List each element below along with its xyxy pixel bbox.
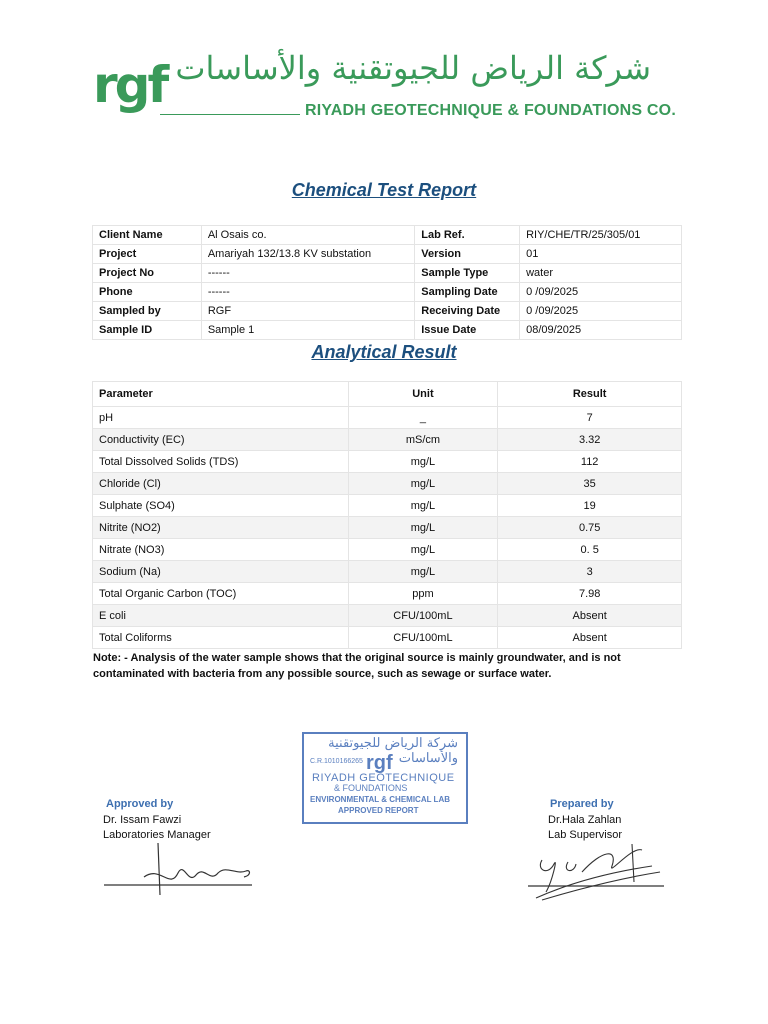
- stamp-line2: & FOUNDATIONS: [334, 783, 408, 793]
- approver-title: Laboratories Manager: [103, 829, 211, 841]
- result-value: 19: [498, 495, 682, 517]
- result-parameter: E coli: [93, 605, 349, 627]
- approver-name: Dr. Issam Fawzi: [103, 814, 182, 826]
- info-value: 08/09/2025: [520, 321, 682, 340]
- result-row: [93, 627, 682, 649]
- result-value: 7.98: [498, 583, 682, 605]
- info-value: 0 /09/2025: [520, 283, 682, 302]
- result-unit: mg/L: [348, 473, 498, 495]
- result-unit: mg/L: [348, 517, 498, 539]
- result-value: Absent: [498, 627, 682, 649]
- result-value: 0. 5: [498, 539, 682, 561]
- stamp-line4: APPROVED REPORT: [338, 806, 419, 815]
- note-text: Note: - Analysis of the water sample shows that the original source is mainly groundwater, and is not contaminated with bacteria from any possible source, such as sewage or surface water.: [93, 652, 621, 680]
- info-label: Client Name: [93, 226, 202, 245]
- info-label: Receiving Date: [415, 302, 520, 321]
- info-label: Project No: [93, 264, 202, 283]
- info-value: ------: [201, 283, 414, 302]
- result-row: [93, 429, 682, 451]
- info-row: [93, 302, 682, 321]
- info-label: Version: [415, 245, 520, 264]
- logo-underline: [160, 114, 300, 115]
- result-value: 0.75: [498, 517, 682, 539]
- result-parameter: Conductivity (EC): [93, 429, 349, 451]
- result-unit: _: [348, 407, 498, 429]
- stamp-line3: ENVIRONMENTAL & CHEMICAL LAB: [310, 795, 450, 804]
- info-row: [93, 226, 682, 245]
- result-parameter: Total Organic Carbon (TOC): [93, 583, 349, 605]
- info-value: 0 /09/2025: [520, 302, 682, 321]
- result-unit: mS/cm: [348, 429, 498, 451]
- result-value: 112: [498, 451, 682, 473]
- info-label: Project: [93, 245, 202, 264]
- result-value: 3.32: [498, 429, 682, 451]
- result-parameter: Sulphate (SO4): [93, 495, 349, 517]
- result-row: [93, 473, 682, 495]
- result-parameter: Chloride (Cl): [93, 473, 349, 495]
- preparer-block: [548, 813, 622, 843]
- preparer-title: Lab Supervisor: [548, 829, 622, 841]
- result-row: [93, 517, 682, 539]
- report-info-table: [92, 225, 682, 340]
- info-value: ------: [201, 264, 414, 283]
- company-name: RIYADH GEOTECHNIQUE & FOUNDATIONS CO.: [305, 102, 676, 119]
- info-label: Lab Ref.: [415, 226, 520, 245]
- info-label: Phone: [93, 283, 202, 302]
- info-label: Sample ID: [93, 321, 202, 340]
- info-label: Sampling Date: [415, 283, 520, 302]
- approved-by-label: Approved by: [106, 798, 174, 810]
- header-parameter: Parameter: [93, 382, 349, 407]
- info-label: Sample Type: [415, 264, 520, 283]
- result-row: [93, 407, 682, 429]
- result-unit: ppm: [348, 583, 498, 605]
- result-parameter: Total Dissolved Solids (TDS): [93, 451, 349, 473]
- preparer-name: Dr.Hala Zahlan: [548, 814, 622, 826]
- result-parameter: Total Coliforms: [93, 627, 349, 649]
- company-name-arabic: شركة الرياض للجيوتقنية والأساسات: [175, 49, 651, 87]
- result-unit: mg/L: [348, 495, 498, 517]
- results-table: [92, 381, 682, 649]
- result-row: [93, 451, 682, 473]
- result-value: 7: [498, 407, 682, 429]
- header-unit: Unit: [348, 382, 498, 407]
- info-row: [93, 264, 682, 283]
- report-title: Chemical Test Report: [291, 180, 477, 200]
- results-header-row: [93, 382, 682, 407]
- info-value: 01: [520, 245, 682, 264]
- info-value: Al Osais co.: [201, 226, 414, 245]
- company-logo: rgf: [93, 56, 167, 114]
- info-label: Sampled by: [93, 302, 202, 321]
- stamp-cr: C.R.1010166265: [310, 758, 363, 765]
- prepared-by-label: Prepared by: [550, 798, 614, 810]
- info-row: [93, 245, 682, 264]
- stamp-line1: RIYADH GEOTECHNIQUE: [312, 772, 455, 784]
- info-value: RGF: [201, 302, 414, 321]
- result-unit: CFU/100mL: [348, 627, 498, 649]
- stamp-arabic: شركة الرياض للجيوتقنية والأساسات: [328, 736, 458, 766]
- result-row: [93, 561, 682, 583]
- result-unit: mg/L: [348, 561, 498, 583]
- header-result: Result: [498, 382, 682, 407]
- result-unit: mg/L: [348, 539, 498, 561]
- info-value: Amariyah 132/13.8 KV substation: [201, 245, 414, 264]
- result-unit: mg/L: [348, 451, 498, 473]
- result-row: [93, 605, 682, 627]
- result-value: 3: [498, 561, 682, 583]
- results-title: Analytical Result: [311, 342, 457, 362]
- result-parameter: Nitrite (NO2): [93, 517, 349, 539]
- result-row: [93, 583, 682, 605]
- result-row: [93, 495, 682, 517]
- stamp-logo: rgf: [366, 752, 393, 774]
- result-value: 35: [498, 473, 682, 495]
- lab-approval-stamp: [302, 732, 468, 824]
- result-unit: CFU/100mL: [348, 605, 498, 627]
- result-parameter: Nitrate (NO3): [93, 539, 349, 561]
- info-value: water: [520, 264, 682, 283]
- result-parameter: pH: [93, 407, 349, 429]
- approver-signature: [100, 835, 260, 900]
- info-row: [93, 283, 682, 302]
- info-value: RIY/CHE/TR/25/305/01: [520, 226, 682, 245]
- result-value: Absent: [498, 605, 682, 627]
- result-parameter: Sodium (Na): [93, 561, 349, 583]
- preparer-signature: [522, 842, 672, 907]
- result-row: [93, 539, 682, 561]
- info-value: Sample 1: [201, 321, 414, 340]
- info-row: [93, 321, 682, 340]
- info-label: Issue Date: [415, 321, 520, 340]
